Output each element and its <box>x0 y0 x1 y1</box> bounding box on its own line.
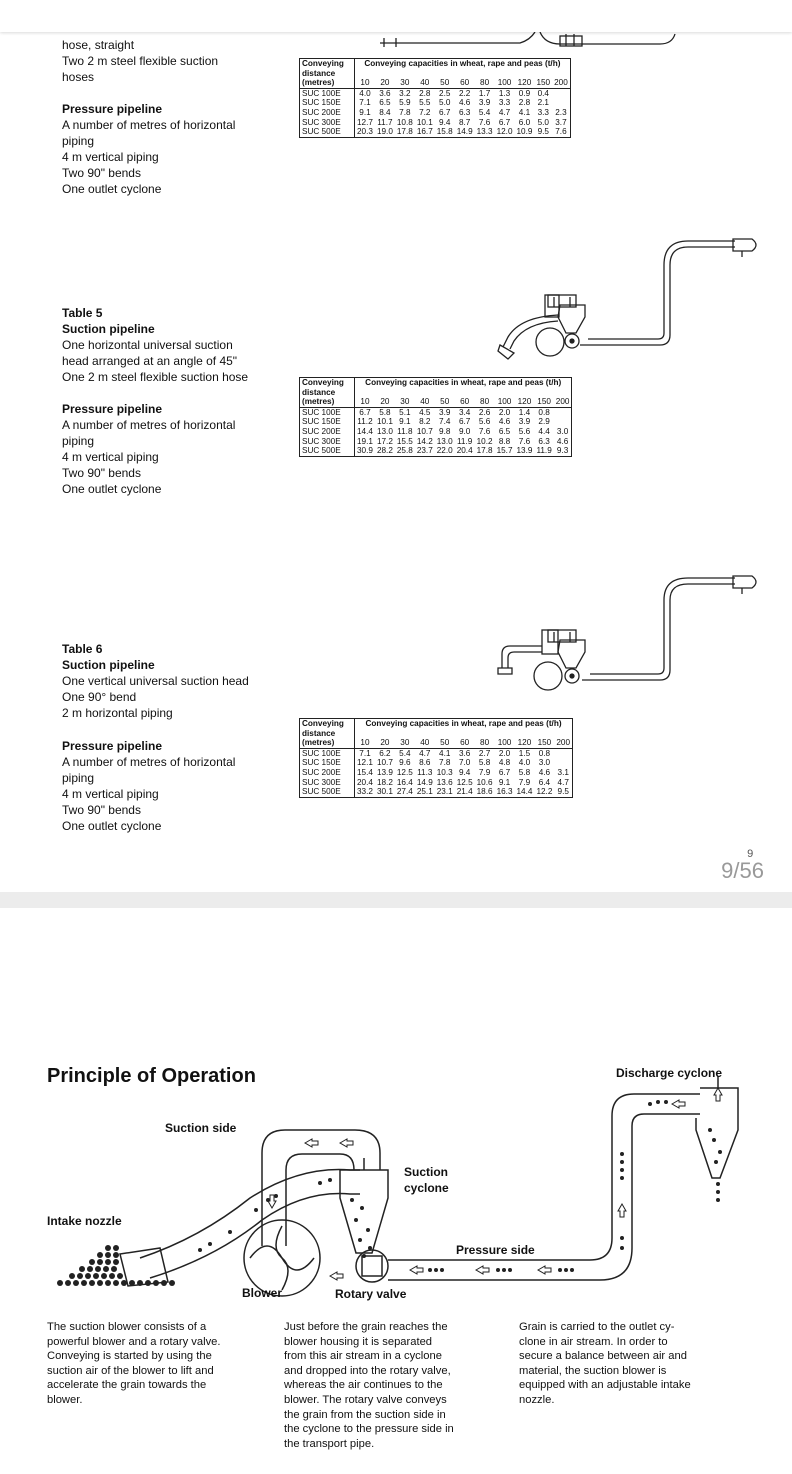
viewer-top-bar <box>0 0 792 32</box>
table4-pressure-text: Pressure pipeline A number of metres of horizontal piping 4 m vertical piping Two 90" bends One outlet cyclone <box>62 102 236 196</box>
table-row: SUC 500E 30.9 28.2 25.8 23.7 22.0 20.4 17.8 15.7 13.9 11.9 9.3 <box>300 446 572 456</box>
intake-nozzle-label: Intake nozzle <box>47 1214 122 1228</box>
table-row: SUC 200E 9.1 8.4 7.8 7.2 6.7 6.3 5.4 4.7 4.1 3.3 2.3 <box>300 108 571 118</box>
table5-capacity-table <box>299 377 572 457</box>
distance-row: (metres) 10 20 30 40 50 60 80 100 120 150 200 <box>300 397 572 407</box>
principle-column-3: Grain is carried to the outlet cy- clone in air stream. In order to secure a balance between air and material, the suction blower is equipped with an adjustable intake nozzle. <box>519 1321 691 1406</box>
table6-suction-text: Table 6 Suction pipeline One vertical universal suction head One 90° bend 2 m horizontal piping <box>62 642 249 720</box>
page-counter: 9 9/56 <box>721 848 764 883</box>
table-row: SUC 150E 12.1 10.7 9.6 8.6 7.8 7.0 5.8 4.8 4.0 3.0 <box>300 758 573 768</box>
capacity-caption: Conveying capacities in wheat, rape and peas (t/h) <box>365 378 562 387</box>
table-row: SUC 200E 14.4 13.0 11.8 10.7 9.8 9.0 7.6 6.5 5.6 4.4 3.0 <box>300 427 572 437</box>
principle-column-1: The suction blower consists of a powerful blower and a rotary valve. Conveying is started by using the suction air of the blower to lift and accelerate the grain towards the blower. <box>47 1321 221 1406</box>
table-row: SUC 100E 6.7 5.8 5.1 4.5 3.9 3.4 2.6 2.0 1.4 0.8 <box>300 407 572 417</box>
distance-header: Conveying distance <box>300 59 355 79</box>
table-row: SUC 500E 33.2 30.1 27.4 25.1 23.1 21.4 18.6 16.3 14.4 12.2 9.5 <box>300 787 573 797</box>
distance-row: (metres) 10 20 30 40 50 60 80 100 120 150 200 <box>300 78 571 88</box>
distance-row: (metres) 10 20 30 40 50 60 80 100 120 150 200 <box>300 738 573 748</box>
blower-label: Blower <box>242 1286 283 1300</box>
table-row: SUC 100E 4.0 3.6 3.2 2.8 2.5 2.2 1.7 1.3 0.9 0.4 <box>300 88 571 98</box>
principle-diagram <box>0 908 792 1328</box>
table5-pressure-text: Pressure pipeline A number of metres of horizontal piping 4 m vertical piping Two 90" bends One outlet cyclone <box>62 402 236 496</box>
table4-capacity-table <box>299 58 571 138</box>
table-row: SUC 150E 7.1 6.5 5.9 5.5 5.0 4.6 3.9 3.3 2.8 2.1 <box>300 98 571 108</box>
distance-header: Conveying distance <box>300 378 355 398</box>
table6-capacity-table <box>299 718 573 798</box>
principle-column-2: Just before the grain reaches the blower housing it is separated from this air stream in a cyclone and dropped into the rotary valve, whereas the air continues to the blower. The rotary valve conveys the grain from the suction side in the cyclone to the pressure side in the transport pipe. <box>284 1321 454 1450</box>
suction-cyclone-label: Suction cyclone <box>404 1165 449 1195</box>
table-row: SUC 300E 12.7 11.7 10.8 10.1 9.4 8.7 7.6 6.7 6.0 5.0 3.7 <box>300 118 571 128</box>
table-row: SUC 300E 19.1 17.2 15.5 14.2 13.0 11.9 10.2 8.8 7.6 6.3 4.6 <box>300 437 572 447</box>
table-row: SUC 300E 20.4 18.2 16.4 14.9 13.6 12.5 10.6 9.1 7.9 6.4 4.7 <box>300 778 573 788</box>
capacity-caption: Conveying capacities in wheat, rape and peas (t/h) <box>364 59 561 68</box>
page-title: Principle of Operation <box>47 1065 256 1087</box>
discharge-cyclone-label: Discharge cyclone <box>616 1066 723 1080</box>
table-row: SUC 100E 7.1 6.2 5.4 4.7 4.1 3.6 2.7 2.0 1.5 0.8 <box>300 748 573 758</box>
table-row: SUC 200E 15.4 13.9 12.5 11.3 10.3 9.4 7.9 6.7 5.8 4.6 3.1 <box>300 768 573 778</box>
page-separator <box>0 892 792 908</box>
table5-suction-text: Table 5 Suction pipeline One horizontal universal suction head arranged at an angle of 45" One 2 m steel flexible suction hose <box>62 306 249 384</box>
distance-header: Conveying distance <box>300 719 355 739</box>
pressure-side-label: Pressure side <box>456 1243 535 1257</box>
table4-suction-text: hose, straight Two 2 m steel flexible suction hoses <box>62 38 219 84</box>
table6-pressure-text: Pressure pipeline A number of metres of horizontal piping 4 m vertical piping Two 90" bends One outlet cyclone <box>62 739 236 833</box>
capacity-caption: Conveying capacities in wheat, rape and peas (t/h) <box>365 719 562 728</box>
table-row: SUC 500E 20.3 19.0 17.8 16.7 15.8 14.9 13.3 12.0 10.9 9.5 7.6 <box>300 127 571 137</box>
suction-side-label: Suction side <box>165 1121 237 1135</box>
rotary-valve-label: Rotary valve <box>335 1287 407 1301</box>
manual-page-10 <box>0 908 792 1474</box>
table-row: SUC 150E 11.2 10.1 9.1 8.2 7.4 6.7 5.6 4.6 3.9 2.9 <box>300 417 572 427</box>
